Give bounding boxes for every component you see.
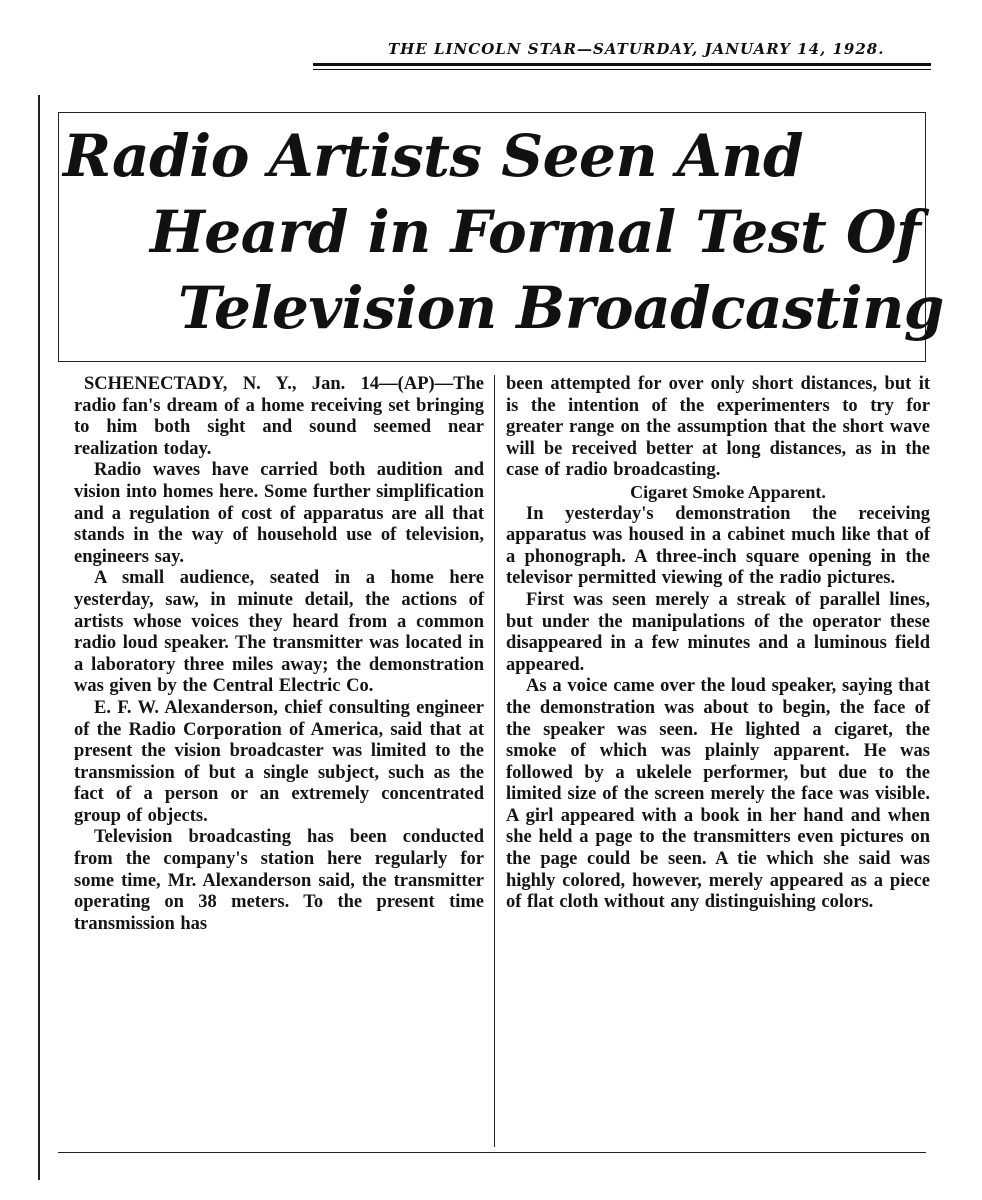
masthead: THE LINCOLN STAR—SATURDAY, JANUARY 14, 1928. (388, 40, 885, 58)
headline-line-1: Radio Artists Seen And (63, 122, 804, 190)
headline (58, 118, 944, 346)
paragraph: First was seen merely a streak of parallel lines, but under the manipulations of the operator these disappeared in a few minutes and a luminous field appeared. (506, 589, 930, 675)
paragraph-continued: been attempted for over only short distances, but it is the intention of the experimenters to try for greater range on the assumption that the short wave will be received better at long distances, as in the case of radio broadcasting. (506, 374, 930, 481)
paragraph: E. F. W. Alexanderson, chief consulting engineer of the Radio Corporation of America, said that at present the vision broadcaster was limited to the transmission of but a single subject, such as the fact of a person or an extremely concentrated group of objects. (74, 697, 484, 826)
masthead-rule-thick (313, 63, 931, 66)
article-right-column (506, 374, 930, 914)
paragraph: Radio waves have carried both audition and vision into homes here. Some further simplification and a regulation of cost of apparatus are all that stands in the way of household use of television, engineers say. (74, 460, 484, 567)
column-divider (494, 375, 495, 1147)
masthead-rule-thin (313, 69, 931, 70)
headline-line-3: Television Broadcasting (178, 274, 944, 342)
paragraph: In yesterday's demonstration the receiving apparatus was housed in a cabinet much like that of a phonograph. A three-inch square opening in the televisor permitted viewing of the radio pictures. (506, 503, 930, 589)
clipping-edge-line (38, 95, 40, 1180)
headline-line-2: Heard in Formal Test Of (150, 198, 921, 266)
paragraph: Television broadcasting has been conducted from the company's station here regularly for some time, Mr. Alexanderson said, the transmitter operating on 38 meters. To the present time transmission has (74, 827, 484, 934)
paragraph: As a voice came over the loud speaker, saying that the demonstration was about to begin, the face of the speaker was seen. He lighted a cigaret, the smoke of which was plainly apparent. He was followed by a ukelele performer, but due to the limited size of the screen merely the face was visible. A girl appeared with a book in her hand and when she held a page to the transmitters even pictures on the page could be seen. A tie which she said was highly colored, however, merely appeared as a piece of flat cloth without any distinguishing colors. (506, 676, 930, 913)
subhead: Cigaret Smoke Apparent. (630, 481, 826, 502)
article-left-column (74, 374, 484, 935)
paragraph: SCHENECTADY, N. Y., Jan. 14—(AP)—The radio fan's dream of a home receiving set bringing to him both sight and sound seemed near realization today. (74, 374, 484, 459)
bottom-rule (58, 1152, 926, 1153)
paragraph: A small audience, seated in a home here yesterday, saw, in minute detail, the actions of artists whose voices they heard from a common radio loud speaker. The transmitter was located in a laboratory three miles away; the demonstration was given by the Central Electric Co. (74, 568, 484, 697)
